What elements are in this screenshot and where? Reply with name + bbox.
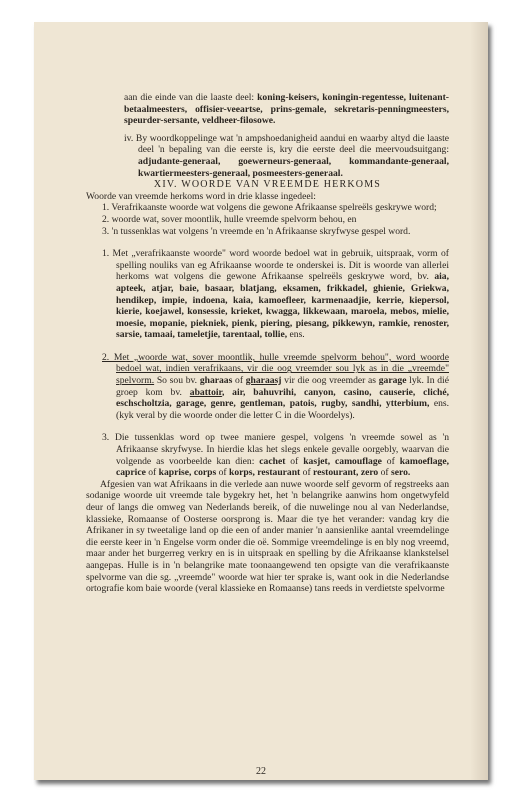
bold-word: garage (378, 375, 407, 387)
book-page (34, 22, 488, 780)
text: ens. (287, 329, 305, 341)
bold-examples: aia, apteek, atjar, baie, basaar, blatjang, eksamen, frikkadel, ghienie, Griekwa, hendikep, impie, indoena, kaia, kamoefleer, karmenaadjie, kerrie, kiepersol, kierie, koejawel, konsessie, krieket, kwagga, likkewaan, maroela, mebos, mielie, moesie, mopanie, piekniek, pienk, piering, piesang, pikkewyn, ramkie, renoster, sarsie, tamaai, tameletjie, tarentaal, tollie, (116, 271, 449, 341)
text: iv. By woordkoppelinge wat 'n ampshoedanigheid aandui en waarby altyd die laaste deel 'n bepaling van die eerste is, kry die eerste deel die meervoudsuitgang: (124, 132, 449, 156)
bold-word: restourant, zero (313, 467, 379, 479)
bold-word: gharaas (199, 375, 233, 387)
text: So sou bv. (154, 375, 200, 387)
class-item-1: 1. Verafrikaanste woorde wat volgens die gewone Afrikaanse spelreëls geskrywe word; (102, 202, 437, 214)
section-heading: XIV. WOORDE VAN VREEMDE HERKOMS (153, 179, 382, 191)
text: of (300, 467, 314, 479)
bold-examples: adjudante-generaal, goewerneurs-generaal, kommandante-generaal, kwartiermeesters-generaal, posmeesters-generaal. (138, 155, 449, 179)
text: vir die oog vreemder as (281, 375, 379, 387)
text: of (232, 375, 246, 387)
paragraph-intro (86, 92, 449, 127)
class-item-2: 2. woorde wat, sover moontlik, hulle vreemde spelvorm behou, en (102, 213, 357, 225)
bold-examples: koning-keisers, koningin-regentesse, luitenant-betaalmeesters, offisier-veeartse, prins-gemale, sekretaris-penningmeesters, speurder-sersante, veldheer-filosowe. (124, 92, 449, 127)
bold-word: korps, restaurant (229, 467, 301, 479)
text: aan die einde van die laaste deel: (124, 92, 258, 103)
text: lyk. In dié groep kom bv. (116, 375, 449, 398)
paragraph-iv (86, 133, 449, 179)
text: of (285, 455, 304, 467)
underlined-text: 2. Met „woorde wat, sover moontlik, hulle vreemde spelvorm behou", word woorde bedoel wat, indien verafrikaans, vir die oog vreemder sou lyk as in die „vreemde" spelvorm. (102, 351, 449, 387)
text: 1. Met „verafrikaanste woorde" word woorde bedoel wat in gebruik, uitspraak, vorm of spelling nouliks van eg Afrikaanse woorde te onderskei is. Dit is woorde van allerlei herkoms wat volgens die gewone Afrikaanse spelreëls geskrywe word, bv. (102, 248, 449, 283)
bold-word: abattoir (189, 386, 222, 398)
text: of (381, 455, 400, 467)
bold-examples: , air, bahuvrihi, canyon, casino, causerie, cliché, eschscholtzia, garage, genre, gentleman, patois, rugby, sandhi, ytterbium, (116, 386, 449, 410)
text: ens. (kyk veral by die woorde onder die letter C in die Woordelys). (116, 398, 449, 421)
paragraph-4: Afgesien van wat Afrikaans in die verlede aan nuwe woorde self gevorm of regstreeks aan sodanige woorde uit vreemde tale bygekry het, het 'n belangrike aanwins hom ongetwyfeld deur of langs die omweg van Nederlands bereik, of die nuwelinge nou al van Nederlandse, klassieke, Romaanse of Oosterse oorsprong is. Maar die tye het verander: vandag kry die Afrikaner in sy tweetalige land op die een of ander manier 'n aansienlike aantal vreemdelinge die eerste keer in 'n Engelse vorm onder die oë. Sommige vreemdelinge is en bly nog vreemd, maar ander het burgerreg verkry en is in uitspraak en spelling by die Afrikaanse klankstelsel aangepas. Hulle is in 'n belangrike mate toonaangewend ten opsigte van die verafrikaanste spelvorme van die sg. „vreemde" woorde wat hier ter sprake is, want ook in die Nederlandse ortografie kom baie woorde (veral klassieke en Romaanse) tans reeds in verdietste spelvorme (86, 478, 449, 595)
bold-word: kaprise, corps (158, 467, 217, 479)
bold-word: sero. (391, 467, 411, 479)
bold-word: kasjet, camouflage (303, 455, 382, 467)
text: of (216, 467, 229, 479)
paragraph-3 (86, 432, 449, 478)
body-text (86, 92, 449, 595)
bold-word: gharaasj (245, 375, 282, 387)
paragraph-1 (86, 248, 449, 341)
text: 3. Die tussenklas word op twee maniere gespel, volgens 'n vreemde sowel as 'n Afrikaanse skryfwyse. In hierdie klas het slegs enkele gevalle oorgebly, waarvan die volgende as voorbeelde kan dien: (102, 432, 449, 467)
text: of (378, 467, 392, 479)
text: of (145, 467, 159, 479)
page-number: 22 (256, 766, 266, 777)
intro-line: Woorde van vreemde herkoms word in drie klasse ingedeel: (86, 190, 316, 202)
bold-word: kamoeflage, caprice (116, 455, 449, 479)
paragraph-2 (86, 352, 449, 422)
bold-word: cachet (259, 455, 286, 467)
class-item-3: 3. 'n tussenklas wat volgens 'n vreemde en 'n Afrikaanse skryfwyse gespel word. (102, 225, 411, 237)
